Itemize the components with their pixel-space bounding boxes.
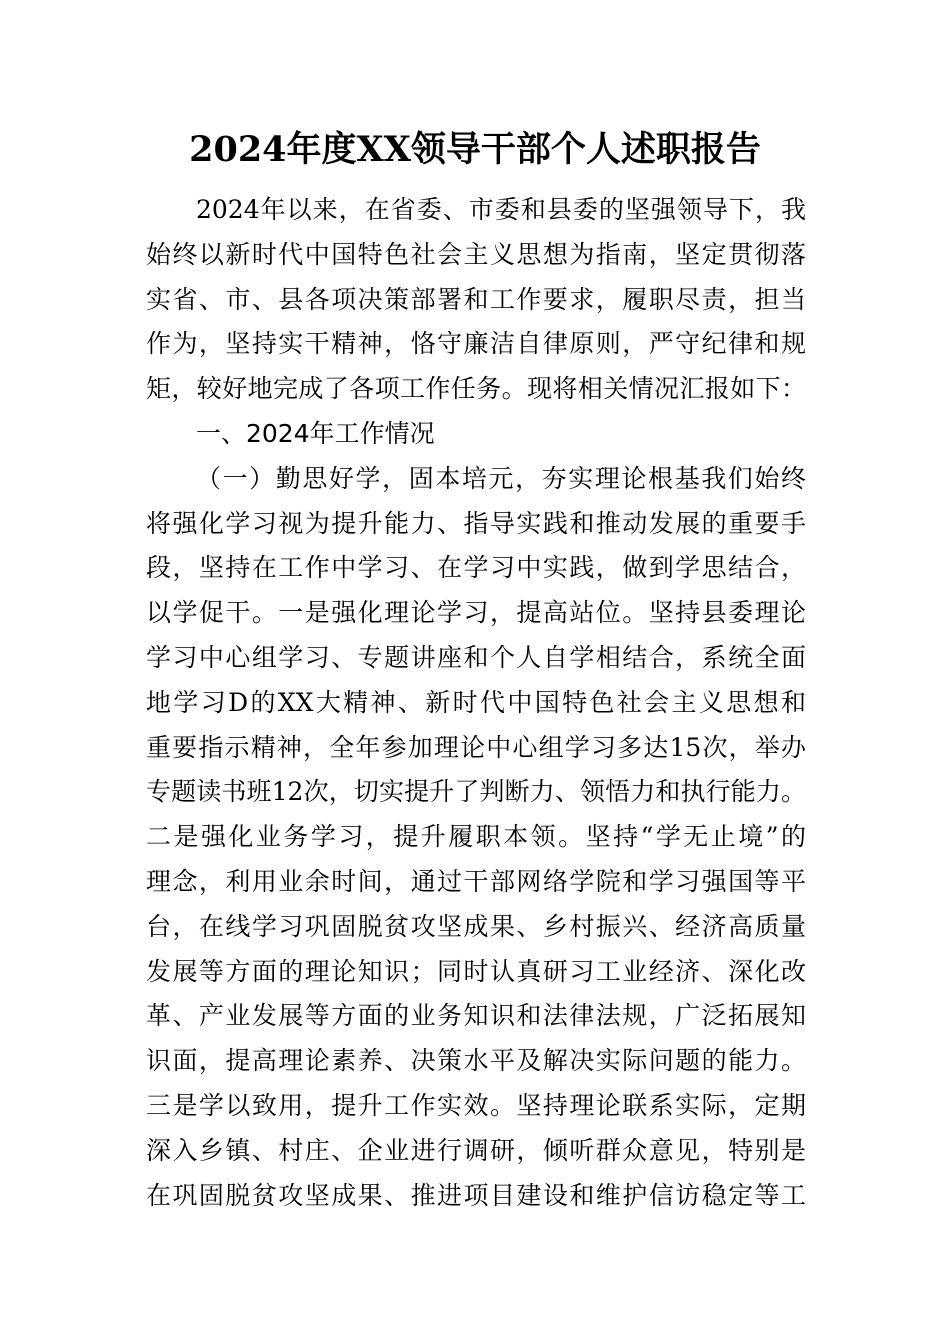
body-text-line: 台，在线学习巩固脱贫攻坚成果、乡村振兴、经济高质量 [146, 911, 806, 941]
document-title: 2024年度XX领导干部个人述职报告 [189, 129, 761, 170]
body-text-line: 专题读书班12次，切实提升了判断力、领悟力和执行能力。 [146, 777, 806, 807]
body-text-line: 始终以新时代中国特色社会主义思想为指南，坚定贯彻落 [146, 239, 806, 269]
body-text-line: 二是强化业务学习，提升履职本领。坚持“学无止境”的 [146, 822, 806, 852]
body-text-line: 矩，较好地完成了各项工作任务。现将相关情况汇报如下： [146, 374, 806, 404]
body-text-line: 发展等方面的理论知识；同时认真研习工业经济、深化改 [146, 956, 806, 986]
body-text-line: 作为，坚持实干精神，恪守廉洁自律原则，严守纪律和规 [146, 329, 806, 359]
body-text-line: 识面，提高理论素养、决策水平及解决实际问题的能力。 [146, 1046, 806, 1076]
body-text-line: 将强化学习视为提升能力、指导实践和推动发展的重要手 [146, 508, 806, 538]
body-text-line: 革、产业发展等方面的业务知识和法律法规，广泛拓展知 [146, 1001, 806, 1031]
body-text-line: 2024年以来，在省委、市委和县委的坚强领导下，我 [196, 195, 806, 224]
section-heading: 一、2024年工作情况 [196, 419, 435, 448]
body-text-line: 三是学以致用，提升工作实效。坚持理论联系实际，定期 [146, 1091, 806, 1120]
body-text-line: 段，坚持在工作中学习、在学习中实践，做到学思结合， [146, 553, 806, 583]
body-text-line: （一）勤思好学，固本培元，夯实理论根基我们始终 [196, 463, 806, 493]
body-text-line: 理念，利用业余时间，通过干部网络学院和学习强国等平 [146, 867, 806, 896]
body-text-line: 实省、市、县各项决策部署和工作要求，履职尽责，担当 [146, 284, 806, 314]
body-text-line: 地学习D的XX大精神、新时代中国特色社会主义思想和 [146, 687, 806, 717]
body-text-line: 在巩固脱贫攻坚成果、推进项目建设和维护信访稳定等工 [146, 1180, 806, 1210]
body-text-line: 以学促干。一是强化理论学习，提高站位。坚持县委理论 [146, 598, 806, 628]
body-text-line: 深入乡镇、村庄、企业进行调研，倾听群众意见，特别是 [146, 1135, 806, 1165]
body-text-line: 学习中心组学习、专题讲座和个人自学相结合，系统全面 [146, 643, 806, 672]
body-text-line: 重要指示精神，全年参加理论中心组学习多达15次，举办 [146, 732, 806, 762]
